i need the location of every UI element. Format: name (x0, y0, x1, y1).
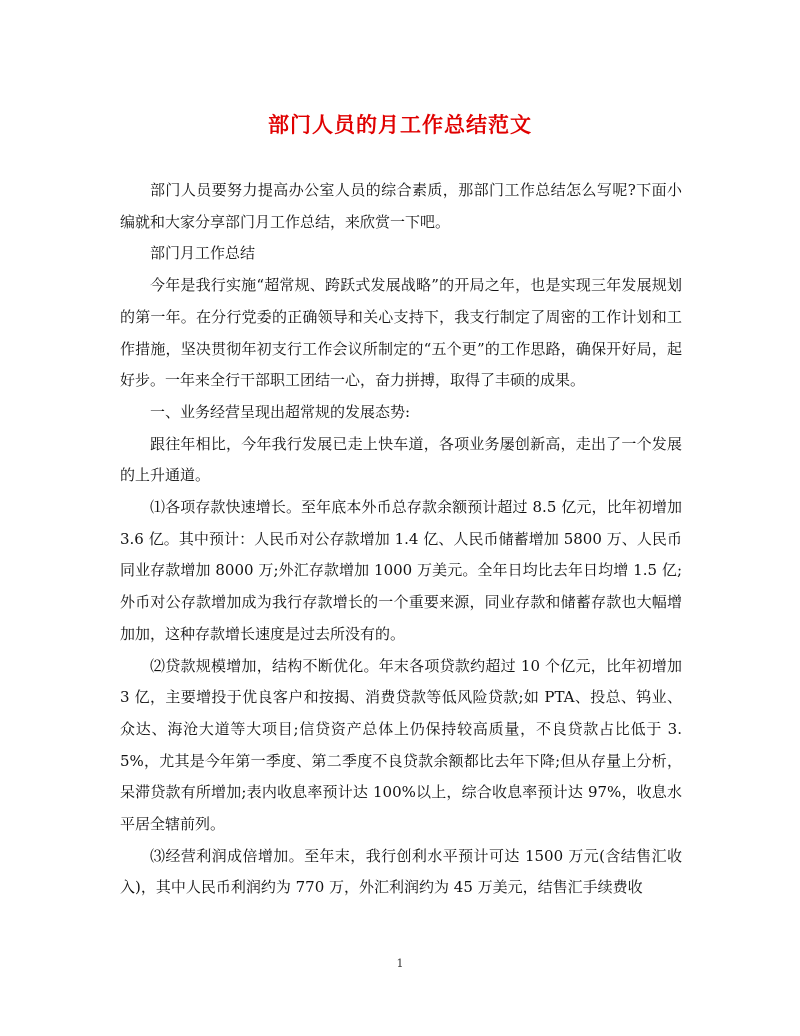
document-body (120, 175, 682, 904)
deposit-paragraph: ⑴各项存款快速增长。至年底本外币总存款余额预计超过 8.5 亿元，比年初增加 3.6 亿。其中预计：人民币对公存款增加 1.4 亿、人民币储蓄增加 5800 万、人民币同业存款增加 8000 万;外汇存款增加 1000 万美元。全年日均比去年日均增 1.5 亿;外币对公存款增加成为我行存款增长的一个重要来源，同业存款和储蓄存款也大幅增加加，这种存款增长速度是过去所没有的。 (120, 498, 682, 643)
profit-paragraph: ⑶经营利润成倍增加。至年末，我行创利水平预计可达 1500 万元(含结售汇收入)，其中人民币利润约为 770 万，外汇利润约为 45 万美元，结售汇手续费收 (120, 846, 682, 897)
body-paragraph: 跟往年相比，今年我行发展已走上快车道，各项业务屡创新高，走出了一个发展的上升通道。 (120, 434, 682, 485)
loan-paragraph: ⑵贷款规模增加，结构不断优化。年末各项贷款约超过 10 个亿元，比年初增加 3 亿，主要增投于优良客户和按揭、消费贷款等低风险贷款;如 PTA、投总、钨业、众达、海沧大道等大项目;信贷资产总体上仍保持较高质量，不良贷款占比低于 3.5%，尤其是今年第一季度、第二季度不良贷款余额都比去年下降;但从存量上分析，呆滞贷款有所增加;表内收息率预计达 100%以上，综合收息率预计达 97%，收息水平居全辖前列。 (120, 656, 682, 834)
section-heading: 部门月工作总结 (150, 244, 256, 263)
page-number: 1 (396, 957, 404, 970)
subsection-heading: 一、业务经营呈现出超常规的发展态势: (150, 402, 411, 421)
intro-paragraph: 部门人员要努力提高办公室人员的综合素质，那部门工作总结怎么写呢?下面小编就和大家分享部门月工作总结，来欣赏一下吧。 (120, 181, 682, 231)
body-paragraph: 今年是我行实施“超常规、跨跃式发展战略”的开局之年，也是实现三年发展规划的第一年。在分行党委的正确领导和关心支持下，我支行制定了周密的工作计划和工作措施，坚决贯彻年初支行工作会议所制定的“五个更”的工作思路，确保开好局，起好步。一年来全行干部职工团结一心，奋力拼搏，取得了丰硕的成果。 (120, 276, 682, 390)
document-title: 部门人员的月工作总结范文 (268, 112, 532, 137)
